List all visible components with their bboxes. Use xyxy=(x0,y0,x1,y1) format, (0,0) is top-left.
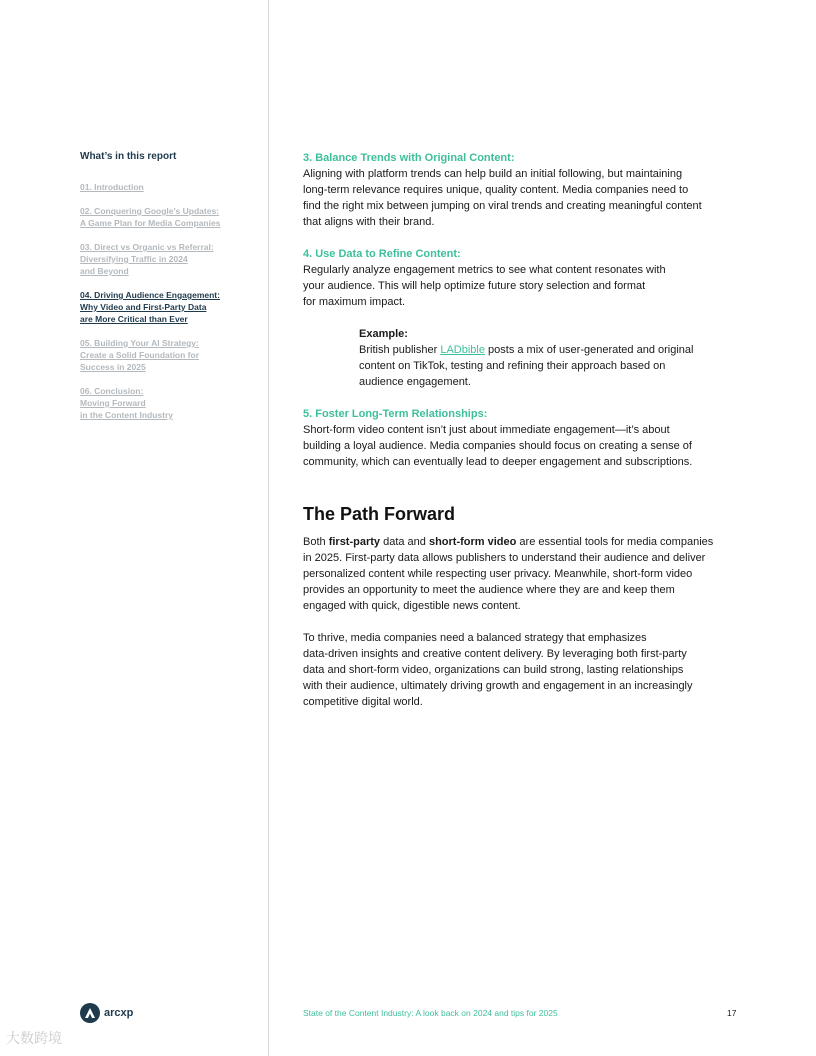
toc-item-line: 04. Driving Audience Engagement: xyxy=(80,290,220,300)
section-balance-trends xyxy=(303,150,743,230)
text-fragment: data and xyxy=(380,536,429,548)
example-line xyxy=(359,342,743,358)
text-line: your audience. This will help optimize future story selection and format xyxy=(303,280,646,292)
section-body xyxy=(303,166,743,230)
text-line xyxy=(303,534,743,550)
text-line: that aligns with their brand. xyxy=(303,216,435,228)
path-forward-paragraph-2 xyxy=(303,630,743,710)
text-line: data and short-form video, organizations can build strong, lasting relationships xyxy=(303,664,684,676)
text-line: competitive digital world. xyxy=(303,696,423,708)
toc-item-line: in the Content Industry xyxy=(80,410,174,420)
toc-item-line: 06. Conclusion: xyxy=(80,386,144,396)
section-use-data xyxy=(303,246,743,310)
text-line: personalized content while respecting user privacy. Meanwhile, short-form video xyxy=(303,568,693,580)
bold-text: short-form video xyxy=(428,536,517,548)
section-body xyxy=(303,422,743,470)
toc-item-line: A Game Plan for Media Companies xyxy=(80,218,221,228)
example-label: Example: xyxy=(359,328,408,340)
toc-item-line: Diversifying Traffic in 2024 xyxy=(80,254,188,264)
text-line: Regularly analyze engagement metrics to see what content resonates with xyxy=(303,264,666,276)
toc-item-line: are More Critical than Ever xyxy=(80,314,188,324)
text-line: building a loyal audience. Media companies should focus on creating a sense of xyxy=(303,440,692,452)
footer-caption: State of the Content Industry: A look back on 2024 and tips for 2025 xyxy=(303,1008,558,1018)
path-forward-heading: The Path Forward xyxy=(303,504,456,524)
text-line: for maximum impact. xyxy=(303,296,406,308)
text-fragment: posts a mix of user-generated and original xyxy=(484,344,694,356)
toc-item-audience-engagement[interactable] xyxy=(80,289,260,325)
toc-item-line: Why Video and First-Party Data xyxy=(80,302,207,312)
text-line: with their audience, ultimately driving growth and engagement in an increasingly xyxy=(303,680,693,692)
text-line: data-driven insights and creative content delivery. By leveraging both first-party xyxy=(303,648,687,660)
ladbible-link[interactable]: LADbible xyxy=(440,344,485,356)
text-line: Aligning with platform trends can help build an initial following, but maintaining xyxy=(303,168,683,180)
section-heading: 3. Balance Trends with Original Content: xyxy=(303,152,515,164)
text-line: Short-form video content isn’t just about immediate engagement—it’s about xyxy=(303,424,670,436)
toc-title: What’s in this report xyxy=(80,151,177,162)
path-forward-paragraph-1 xyxy=(303,534,743,614)
column-divider xyxy=(268,0,269,1056)
toc-item-google-updates[interactable] xyxy=(80,205,260,229)
toc-item-line: 03. Direct vs Organic vs Referral: xyxy=(80,242,214,252)
watermark: 大数跨境 xyxy=(6,1030,62,1046)
text-line: provides an opportunity to meet the audience where they are and keep them xyxy=(303,584,675,596)
toc-item-conclusion[interactable] xyxy=(80,385,260,421)
text-fragment: British publisher xyxy=(359,344,441,356)
example-callout xyxy=(359,326,743,390)
text-line: content on TikTok, testing and refining their approach based on xyxy=(359,360,666,372)
toc-item-line: 01. Introduction xyxy=(80,182,144,192)
toc-item-line: Moving Forward xyxy=(80,398,146,408)
toc-item-line: and Beyond xyxy=(80,266,129,276)
toc-item-ai-strategy[interactable] xyxy=(80,337,260,373)
text-line: community, which can eventually lead to deeper engagement and subscriptions. xyxy=(303,456,693,468)
table-of-contents xyxy=(80,150,260,433)
text-fragment: are essential tools for media companies xyxy=(516,536,714,548)
text-line: in 2025. First-party data allows publishers to understand their audience and deliver xyxy=(303,552,706,564)
main-content xyxy=(303,150,743,726)
text-line: find the right mix between jumping on viral trends and creating meaningful content xyxy=(303,200,702,212)
toc-item-introduction[interactable] xyxy=(80,181,260,193)
arcxp-logo-icon xyxy=(80,1003,100,1023)
logo-arrow-icon xyxy=(84,1007,96,1019)
page-number: 17 xyxy=(727,1008,737,1018)
text-line: long-term relevance requires unique, quality content. Media companies need to xyxy=(303,184,689,196)
section-heading: 4. Use Data to Refine Content: xyxy=(303,248,461,260)
toc-item-line: 02. Conquering Google’s Updates: xyxy=(80,206,220,216)
section-body xyxy=(303,262,743,310)
section-long-term xyxy=(303,406,743,470)
toc-item-traffic[interactable] xyxy=(80,241,260,277)
text-fragment: Both xyxy=(303,536,329,548)
text-line: engaged with quick, digestible news content. xyxy=(303,600,521,612)
arcxp-logo xyxy=(80,1003,133,1023)
toc-item-line: Create a Solid Foundation for xyxy=(80,350,200,360)
text-line: audience engagement. xyxy=(359,376,471,388)
bold-text: first-party xyxy=(328,536,381,548)
text-line: To thrive, media companies need a balanced strategy that emphasizes xyxy=(303,632,647,644)
arcxp-logo-text: arcxp xyxy=(104,1007,134,1019)
toc-item-line: Success in 2025 xyxy=(80,362,146,372)
section-heading: 5. Foster Long-Term Relationships: xyxy=(303,408,488,420)
toc-item-line: 05. Building Your AI Strategy: xyxy=(80,338,199,348)
